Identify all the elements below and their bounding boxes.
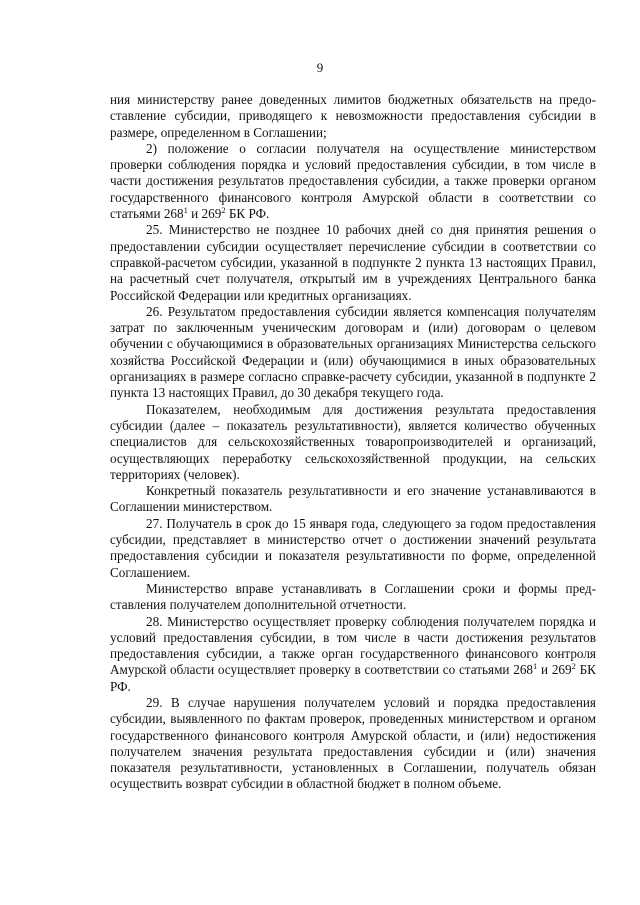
paragraph — [110, 222, 596, 303]
paragraph — [110, 581, 596, 614]
superscript: 1 — [533, 661, 538, 672]
paragraph — [110, 92, 596, 141]
paragraph — [110, 516, 596, 581]
paragraph-text: 28. Министерство осуществляет проверку соблюдения получателем порядка и условий предоставления субсидии, в том числе в части достижения результатов предоставления субсидии, а также орган государственного финансового контроля Амурской области осуществляет проверку в соответствии со статьями 268 — [110, 613, 596, 678]
paragraph — [110, 614, 596, 695]
paragraph-text: 27. Получатель в срок до 15 января года, следующего за годом предоставления субсидии, представляет в министерство отчет о достижении значений результата предоставления субсидии и показателя результативности по форме, определенной Соглашением. — [110, 515, 596, 580]
page-number: 9 — [316, 60, 324, 75]
paragraph-text: 2) положение о согласии получателя на осуществление министерством проверки соблюдения порядка и условий предоставления субсидии, в том числе в части достижения результатов предоставления субсидии, а также проверки органом государственного финансового контроля Амурской области в соответствии со статьями 268 — [110, 140, 596, 222]
paragraph-text: и 269 — [187, 206, 222, 222]
superscript: 2 — [571, 661, 576, 672]
paragraph-text: 26. Результатом предоставления субсидии является компенсация получателям затрат по заключенным ученическим договорам и (или) договорам о целевом обучении с обучающимися в образовательных организациях Министерства сельского хозяйства Российской Федерации и (или) обучающимися в иных образовательных организациях в размере согласно справке-расчету субсидии, указанной в подпункте 2 пункта 13 настоящих Правил, до 30 декабря текущего года. — [110, 303, 596, 401]
paragraph — [110, 304, 596, 402]
paragraph-text: БК РФ. — [225, 206, 270, 222]
paragraph-text: 25. Министерство не позднее 10 рабочих дней со дня принятия решения о предоставлении субсидии осуществляет перечисление субсидии в соответствии со справкой-расчетом субсидии, указанной в подпункте 2 пункта 13 настоящих Правил, на расчетный счет получателя, открытый им в учреждениях Центрального банка Российской Федерации или кредитных организациях. — [110, 222, 596, 303]
paragraph — [110, 141, 596, 222]
paragraph — [110, 695, 596, 793]
paragraph-text: Конкретный показатель результативности и его значение устанавливаются в Соглашении министерством. — [110, 483, 596, 515]
superscript: 2 — [221, 205, 226, 216]
paragraph-text: Министерство вправе устанавливать в Соглашении сроки и формы представления получателем дополнительной отчетности. — [110, 580, 596, 613]
paragraph-text: и 269 — [537, 662, 572, 678]
superscript: 1 — [183, 205, 188, 216]
paragraph-text: ния министерству ранее доведенных лимитов бюджетных обязательств на предоставление субсидии, приводящего к невозможности предоставления субсидии в размере, определенном в Соглашении; — [110, 92, 596, 140]
document-body — [110, 92, 596, 793]
paragraph — [110, 402, 596, 483]
paragraph-text: БК РФ. — [110, 662, 596, 694]
paragraph-text: Показателем, необходимым для достижения результата предоставления субсидии (далее – показатель результативности), является количество обученных специалистов для сельскохозяйственных товаропроизводителей и организаций, осуществляющих переработку сельскохозяйственной продукции, на сельских территориях (человек). — [110, 401, 596, 482]
paragraph — [110, 483, 596, 516]
paragraph-text: 29. В случае нарушения получателем условий и порядка предоставления субсидии, выявленного по фактам проверок, проведенных министерством и органом государственного финансового контроля Амурской области, и (или) недостижения получателем значения результата предоставления субсидии и (или) значения показателя результативности, установленных в Соглашении, получатель обязан осуществить возврат субсидии в областной бюджет в полном объеме. — [110, 694, 596, 792]
